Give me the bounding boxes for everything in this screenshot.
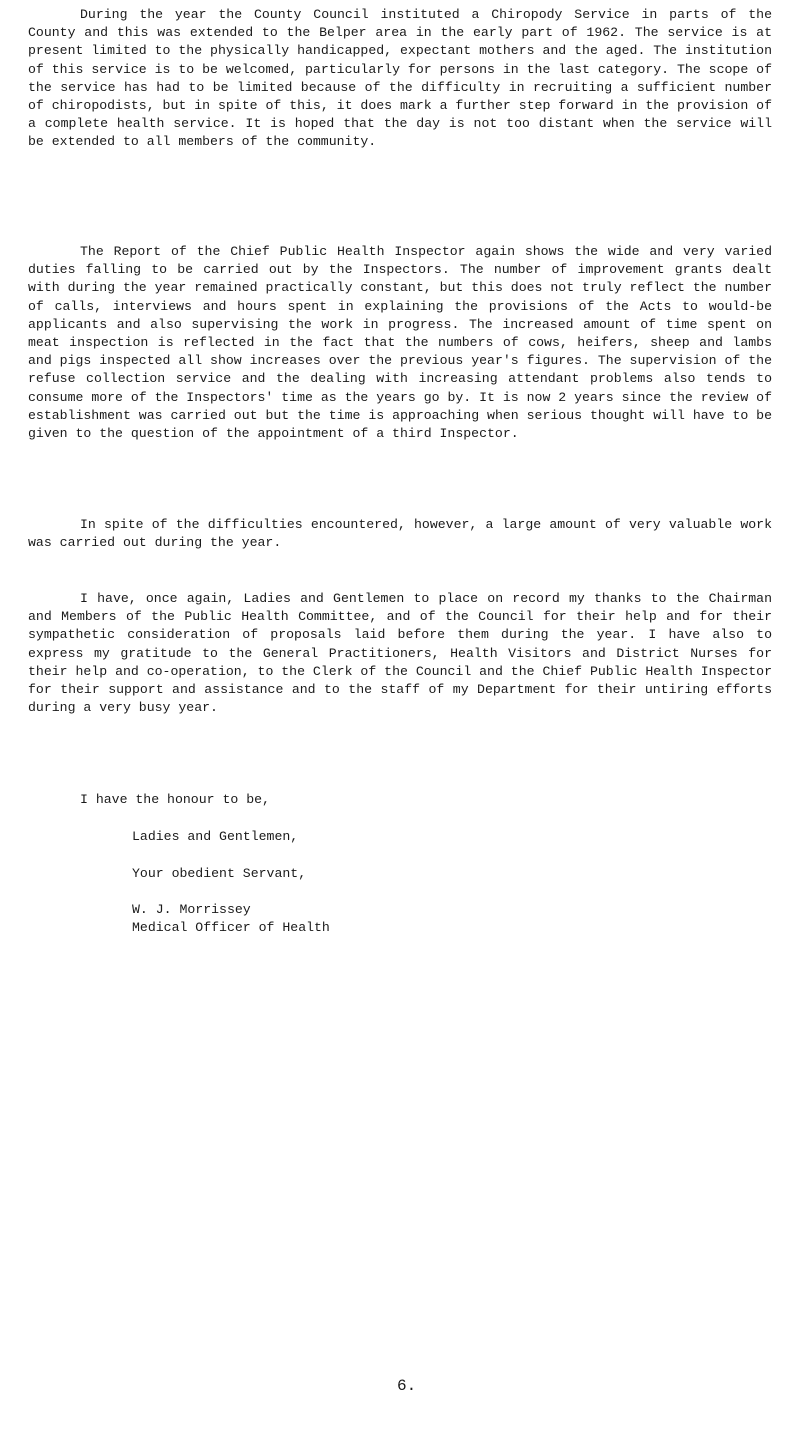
paragraph-thanks: I have, once again, Ladies and Gentlemen to place on record my thanks to the Chairman and Members of the Public Health Committee, and of the Council for their help and for their sympathetic consideration of proposals laid before them during the year. I have also to express my gratitude to the General Practitioners, Health Visitors and District Nurses for their help and co-operation, to the Clerk of the Council and the Chief Public Health Inspector for their support and assistance and to the staff of my Department for their untiring efforts during a very busy year. — [28, 591, 772, 716]
valediction: Your obedient Servant, — [132, 866, 307, 881]
paragraph-public-health-inspector: The Report of the Chief Public Health Inspector again shows the wide and very varied duties falling to be carried out by the Inspectors. The number of improvement grants dealt with during the year remained practically constant, but this does not truly reflect the number of calls, interviews and hours spent in explaining the provisions of the Acts to would-be applicants and also supervising the work in progress. The increased amount of time spent on meat inspection is reflected in the fact that the numbers of cows, heifers, sheep and lambs and pigs inspected all show increases over the previous year's figures. The supervision of the refuse collection service and the dealing with increasing attendant problems also tends to consume more of the Inspectors' time as the years go by. It is now 2 years since the review of establishment was carried out but the time is approaching when serious thought will have to be given to the question of the appointment of a third Inspector. — [28, 244, 772, 442]
paragraph-chiropody-service: During the year the County Council instituted a Chiropody Service in parts of the County and this was extended to the Belper area in the early part of 1962. The service is at present limited to the physically handicapped, expectant mothers and the aged. The institution of this service is to be welcomed, particularly for persons in the last category. The scope of the service has had to be limited because of the difficulty in recruiting a sufficient number of chiropodists, but in spite of this, it does mark a further step forward in the provision of a complete health service. It is hoped that the day is not too distant when the service will be extended to all members of the community. — [28, 7, 772, 150]
closing-line: I have the honour to be, — [80, 792, 270, 807]
page-number: 6. — [397, 1377, 417, 1395]
salutation: Ladies and Gentlemen, — [132, 829, 299, 844]
signatory-name: W. J. Morrissey — [132, 902, 251, 917]
paragraph-valuable-work: In spite of the difficulties encountered, however, a large amount of very valuable work was carried out during the year. — [28, 517, 772, 551]
signatory-title: Medical Officer of Health — [132, 920, 330, 935]
